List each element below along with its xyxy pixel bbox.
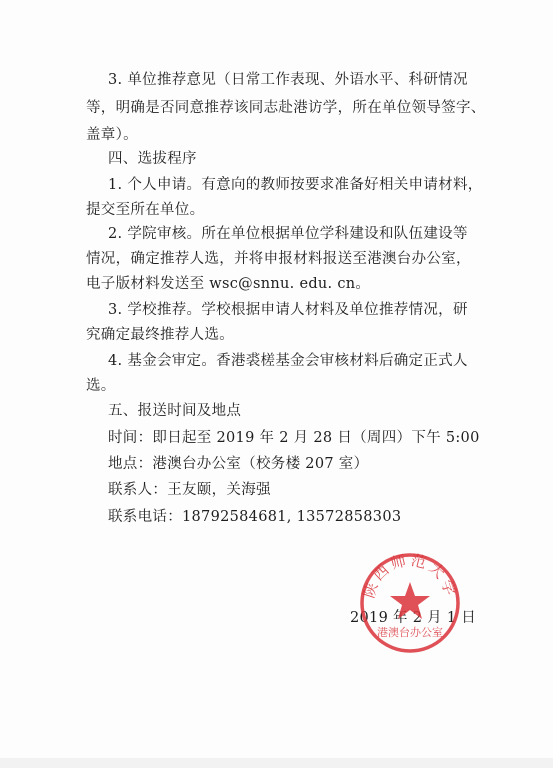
submission-location: 地点：港澳台办公室（校务楼 207 室） [108,456,369,472]
text-line: 提交至所在单位。 [86,202,205,218]
contact-phone: 联系电话：18792584681, 13572858303 [108,509,402,525]
text-line: 3. 学校推荐。学校根据申请人材料及单位推荐情况，研 [108,302,468,318]
text-line: 盖章）。 [86,127,138,143]
signature-date: 2019 年 2 月 1 日 [350,610,477,626]
text-line: 选。 [86,378,116,394]
submission-time: 时间：即日起至 2019 年 2 月 28 日（周四）下午 5:00 [108,430,480,446]
text-line: 4. 基金会审定。香港裘槎基金会审核材料后确定正式人 [108,353,468,369]
svg-text:陕西师范大学: 陕西师范大学 [359,550,461,601]
text-line: 情况，确定推荐人选，并将申报材料报送至港澳台办公室， [86,251,471,267]
text-line: 1. 个人申请。有意向的教师按要求准备好相关申请材料， [108,177,483,193]
text-line: 2. 学院审核。所在单位根据单位学科建设和队伍建设等 [108,226,468,242]
text-line: 究确定最终推荐人选。 [86,327,234,343]
section-heading-submission: 五、报送时间及地点 [108,403,242,419]
svg-text:港澳台办公室: 港澳台办公室 [377,626,443,639]
contact-person: 联系人：王友颐，关海强 [108,482,271,498]
text-line: 电子版材料发送至 wsc@snnu. edu. cn。 [86,276,371,292]
section-heading-selection: 四、选拔程序 [108,151,197,167]
page-bottom-edge [0,758,553,768]
text-line: 3. 单位推荐意见（日常工作表现、外语水平、科研情况 [108,72,468,88]
text-line: 等，明确是否同意推荐该同志赴港访学，所在单位领导签字、 [86,100,486,116]
official-seal [355,548,465,658]
